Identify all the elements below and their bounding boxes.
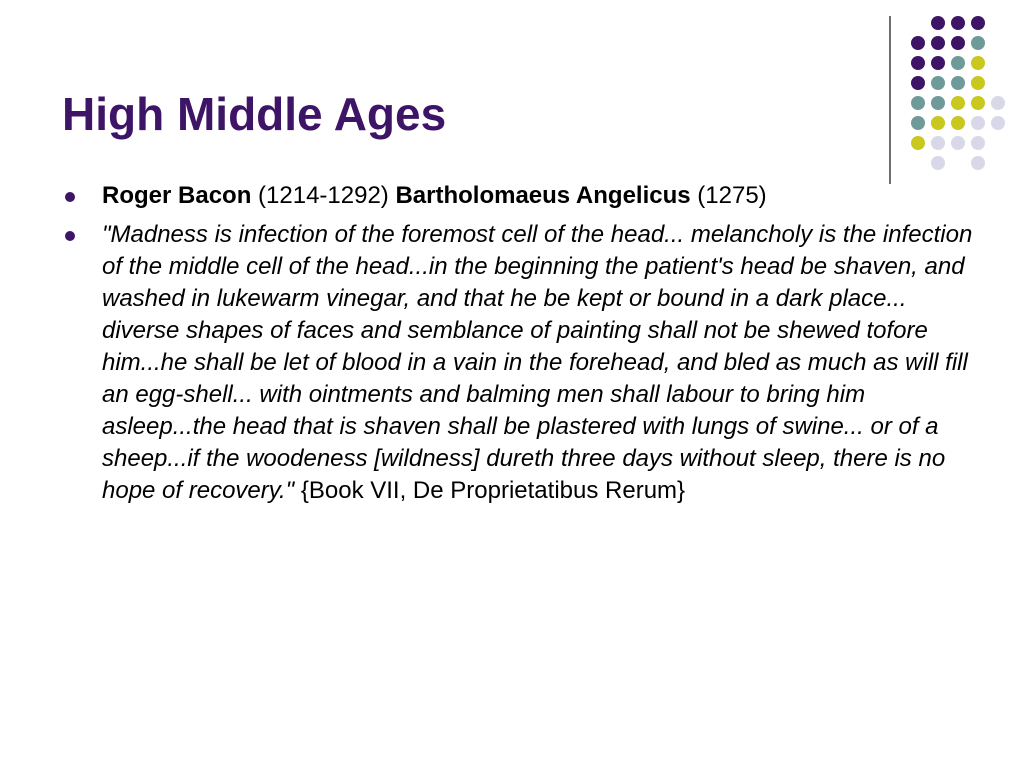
grid-dot — [971, 16, 985, 30]
author-dates-angelicus: (1275) — [690, 182, 767, 209]
grid-dot — [991, 96, 1005, 110]
grid-dot — [971, 76, 985, 90]
grid-dot — [911, 56, 925, 70]
grid-dot — [971, 36, 985, 50]
grid-dot — [911, 36, 925, 50]
grid-dot — [991, 116, 1005, 130]
grid-dot — [951, 136, 965, 150]
grid-dot — [951, 96, 965, 110]
grid-dot — [931, 36, 945, 50]
grid-dot — [951, 36, 965, 50]
grid-dot — [951, 116, 965, 130]
quote-text: "Madness is infection of the foremost cell of the head... melancholy is the infection of the middle cell of the head...in the beginning the patient's head be shaven, and washed in lukewarm vinegar, and that he be kept or bound in a dark place... diverse shapes of faces and semblance of painting shall not be shewed tofore him...he shall be let of blood in a vain in the forehead, and bled as much as will fill an egg-shell... with ointments and balming men shall labour to bring him asleep...the head that is shaven shall be plastered with lungs of swine... or of a sheep...if the woodeness [wildness] dureth three days without sleep, there is no hope of recovery." — [102, 221, 973, 504]
grid-dot — [931, 136, 945, 150]
bullet-item-authors — [102, 180, 982, 212]
grid-dot — [931, 76, 945, 90]
author-name-angelicus: Bartholomaeus Angelicus — [395, 182, 691, 209]
bullet-dot-icon — [65, 231, 75, 241]
grid-dot — [931, 16, 945, 30]
grid-dot — [971, 96, 985, 110]
author-dates-bacon: (1214-1292) — [251, 182, 396, 209]
bullet-item-quote — [102, 219, 982, 507]
grid-dot — [951, 76, 965, 90]
grid-dot — [931, 56, 945, 70]
grid-dot — [971, 56, 985, 70]
grid-dot — [971, 156, 985, 170]
quote-citation: {Book VII, De Proprietatibus Rerum} — [294, 477, 686, 504]
grid-dot — [911, 136, 925, 150]
grid-dot — [911, 96, 925, 110]
slide-title: High Middle Ages — [62, 88, 447, 140]
grid-dot — [971, 116, 985, 130]
grid-dot — [931, 156, 945, 170]
grid-dot — [931, 116, 945, 130]
grid-dot — [931, 96, 945, 110]
vertical-divider — [889, 16, 891, 184]
bullet-dot-icon — [65, 192, 75, 202]
grid-dot — [911, 116, 925, 130]
grid-dot — [951, 16, 965, 30]
author-name-bacon: Roger Bacon — [102, 182, 252, 209]
grid-dot — [971, 136, 985, 150]
grid-dot — [911, 76, 925, 90]
grid-dot — [951, 56, 965, 70]
